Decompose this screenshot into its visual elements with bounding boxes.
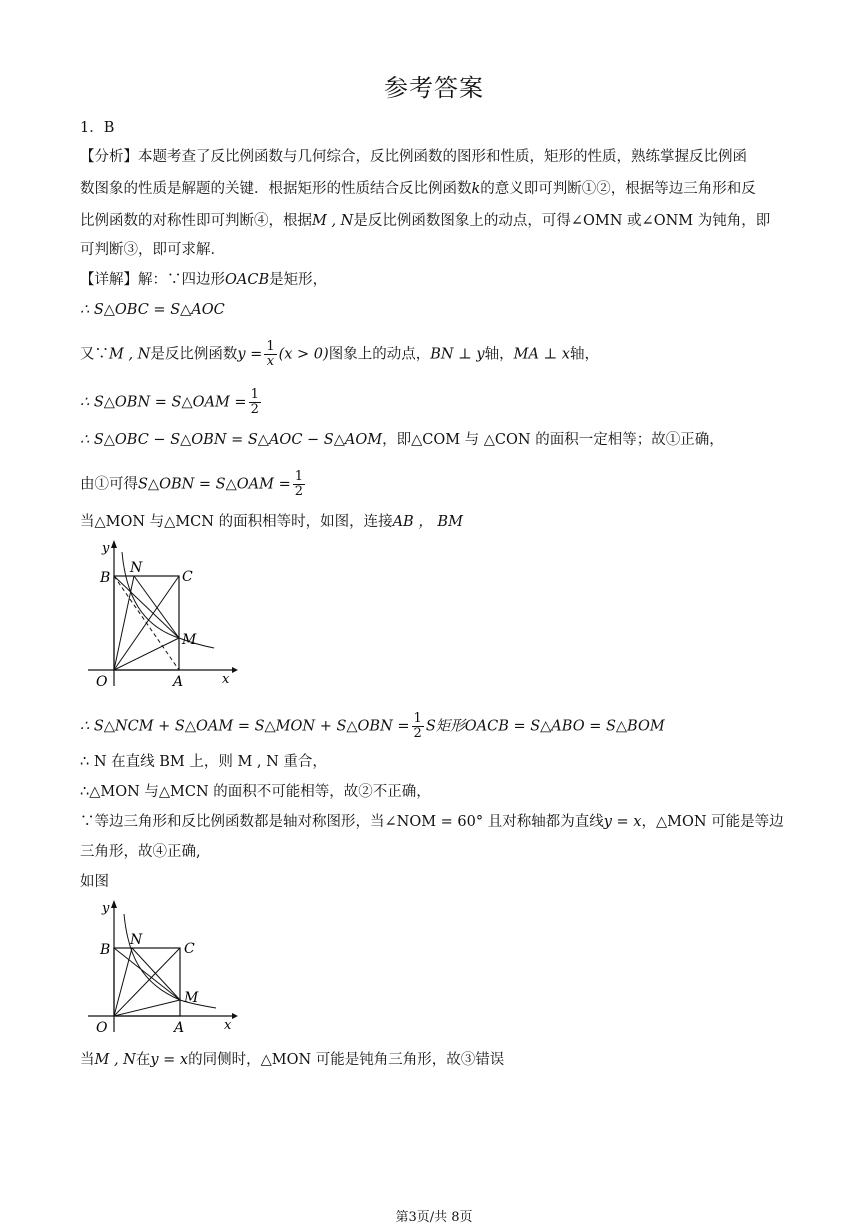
figure-1 <box>82 536 242 688</box>
line-n-on-bm: ∴ N 在直线 BM 上，则 M , N 重合， <box>80 754 327 770</box>
page-title: 参考答案 <box>384 74 484 102</box>
equation-3 <box>80 430 724 450</box>
line-when-equal <box>80 512 463 532</box>
label-a: A <box>173 674 184 688</box>
text: 又∵ <box>80 346 109 363</box>
text: 由①可得 <box>80 476 138 493</box>
math-oacb: OACB <box>225 272 270 288</box>
math-text: S△OBN = S△OAM = <box>138 476 291 493</box>
equation-4 <box>80 470 307 499</box>
text: 轴， <box>569 346 599 363</box>
text: 在 <box>135 1052 151 1068</box>
text: 的同侧时，△MON 可能是钝角三角形，故③错误 <box>188 1052 505 1068</box>
detail-line-1 <box>80 270 327 290</box>
fraction-1-over-x <box>264 340 276 369</box>
numerator: 1 <box>413 711 422 726</box>
math-yx: y = x <box>150 1052 189 1068</box>
line-rutu: 如图 <box>80 874 109 890</box>
detail-label: 【详解】 <box>80 272 138 288</box>
analysis-line-3 <box>80 211 770 231</box>
line-equilateral <box>80 812 784 832</box>
question-answer: 1．B <box>80 120 115 136</box>
math-ab-bm: AB ， BM <box>392 514 463 530</box>
math-bn: BN ⊥ y <box>430 346 485 363</box>
text: ∵等边三角形和反比例函数都是轴对称图形，当∠NOM = 60° 且对称轴都为直线 <box>80 814 604 830</box>
detail-text: 是矩形， <box>269 272 328 288</box>
analysis-text: 比例函数的对称性即可判断④，根据 <box>80 213 312 229</box>
math-ma: MA ⊥ x <box>513 346 570 363</box>
math-text: ∴ S△OBN = S△OAM = <box>80 394 247 411</box>
denominator: 2 <box>294 484 304 499</box>
label-x: x <box>222 672 230 687</box>
analysis-text: 数图象的性质是解题的关键．根据矩形的性质结合反比例函数 <box>80 181 472 197</box>
label-o: O <box>96 1020 108 1036</box>
label-b: B <box>100 942 111 958</box>
math-func: y = <box>237 346 263 363</box>
fraction-half <box>293 470 305 499</box>
math-mn: M , N <box>312 213 354 229</box>
text: 图象上的动点， <box>328 346 431 363</box>
text: 当△MON 与△MCN 的面积相等时，如图，连接 <box>80 514 393 530</box>
text: 当 <box>80 1052 95 1068</box>
math-k: k <box>471 181 481 197</box>
label-m: M <box>184 990 199 1006</box>
math-cond: (x > 0) <box>278 346 329 363</box>
line-not-equal: ∴△MON 与△MCN 的面积不可能相等，故②不正确， <box>80 784 431 800</box>
analysis-text: 本题考查了反比例函数与几何综合，反比例函数的图形和性质，矩形的性质，熟练掌握反比例函 <box>138 149 747 165</box>
figure-2 <box>82 896 242 1036</box>
label-c: C <box>184 941 195 957</box>
line-moving-points <box>80 340 599 369</box>
fraction-half <box>249 388 261 417</box>
math-mn: M , N <box>94 1052 136 1068</box>
math-yx: y = x <box>603 814 642 830</box>
label-n: N <box>130 932 143 948</box>
analysis-label: 【分析】 <box>80 149 138 165</box>
math-text: ∴ S△OBC − S△OBN = S△AOC − S△AOM <box>80 432 383 448</box>
analysis-line-1 <box>80 147 747 167</box>
denominator: x <box>266 354 275 369</box>
fraction-half <box>412 712 424 741</box>
label-m: M <box>182 632 197 648</box>
text: 轴， <box>484 346 514 363</box>
line-last <box>80 1050 504 1070</box>
label-y: y <box>102 541 110 556</box>
numerator: 1 <box>250 387 259 402</box>
analysis-line-4: 可判断③，即可求解． <box>80 242 225 258</box>
text: ，即△COM 与 △CON 的面积一定相等；故①正确， <box>382 432 724 448</box>
label-b: B <box>100 570 111 586</box>
label-n: N <box>130 560 143 576</box>
denominator: 2 <box>250 402 259 417</box>
numerator: 1 <box>266 339 275 354</box>
label-o: O <box>96 674 108 688</box>
analysis-text: 的意义即可判断①②，根据等边三角形和反 <box>480 181 756 197</box>
numerator: 1 <box>294 469 304 484</box>
detail-text: 解：∵四边形 <box>138 272 225 288</box>
text: 是反比例函数 <box>150 346 238 363</box>
equation-1: ∴ S△OBC = S△AOC <box>80 302 225 318</box>
analysis-line-2 <box>80 179 756 199</box>
analysis-text: 是反比例函数图象上的动点，可得∠OMN 或∠ONM 为钝角，即 <box>353 213 771 229</box>
label-y: y <box>102 901 110 916</box>
label-a: A <box>174 1020 185 1036</box>
page-footer: 第3页/共 8页 <box>395 1210 473 1225</box>
math-text: S矩形OACB = S△ABO = S△BOM <box>425 718 665 735</box>
equation-5 <box>80 712 665 741</box>
math-text: ∴ S△NCM + S△OAM = S△MON + S△OBN = <box>80 718 410 735</box>
label-c: C <box>182 569 193 585</box>
denominator: 2 <box>413 726 422 741</box>
text: ，△MON 可能是等边 <box>641 814 784 830</box>
equation-2 <box>80 388 263 417</box>
label-x: x <box>224 1018 232 1033</box>
line-equilateral-2: 三角形，故④正确, <box>80 844 201 860</box>
math-mn: M , N <box>109 346 151 363</box>
